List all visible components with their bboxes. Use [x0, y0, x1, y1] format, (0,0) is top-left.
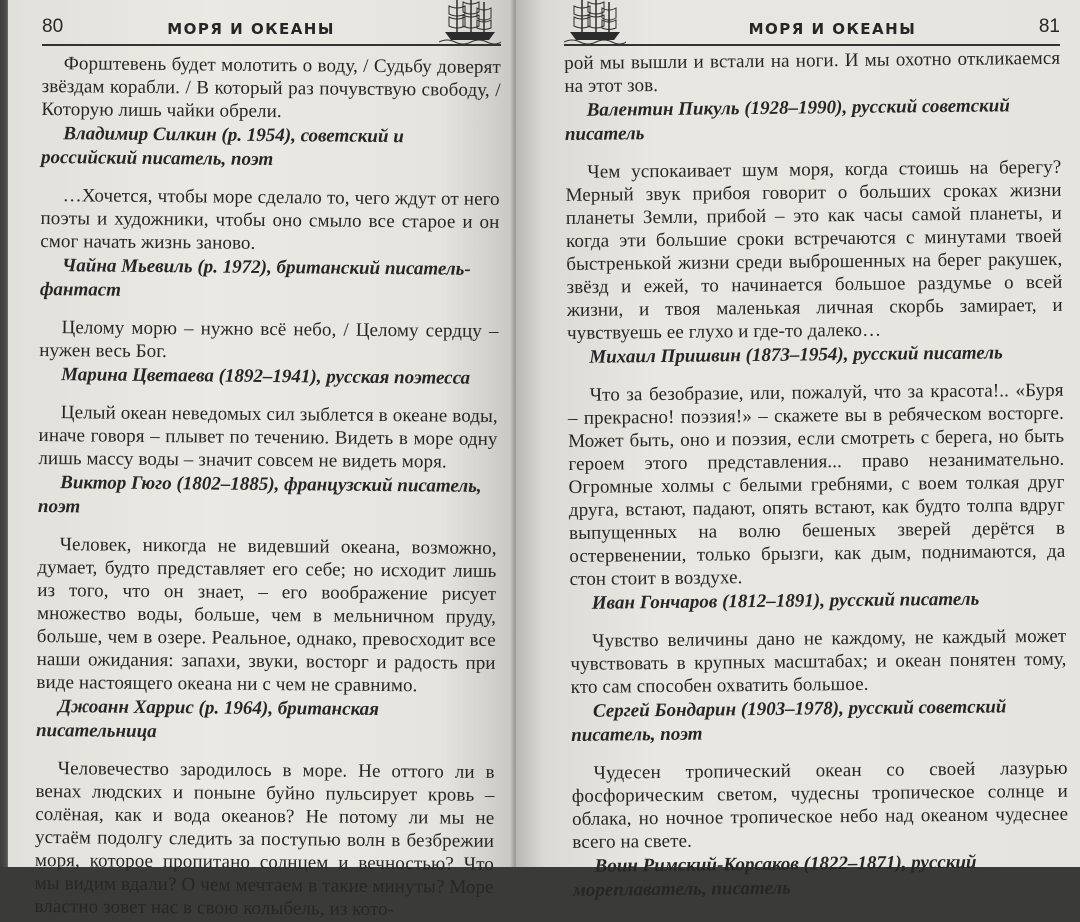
quote-author: Владимир Силкин (р. 1954), советский и российский писатель, поэт [40, 123, 404, 171]
quote-text: Целому морю – нужно всё небо, / Целому сердцу – нужен весь Бог. [39, 317, 499, 363]
running-title: МОРЯ И ОКЕАНЫ [748, 20, 917, 38]
quote-text: Что за безобразие, или, пожалуй, что за красота!.. «Буря – прекрасно! поэзия!» – скажете вы в ребяческом восторге. Может быть, оно и поэзия, если смотреть с берега, но быть героем этого представления... право незанимательно. Огромные холмы с белыми гребнями, с воем толкая друг друга, встают, падают, опять встают, как будто толпа вдруг выпущенных на волю бешеных зверей дерётся в остервенении, только брызги, как дым, поднимаются, да стон стоит в воздухе. [567, 379, 1066, 590]
quote-text: Чудесен тропический океан со своей лазурью фосфорическим светом, чудесны тропическое солнце и облака, но ночное тропическое небо над океаном чудеснее всего на свете. [571, 757, 1069, 853]
quote-author: Валентин Пикуль (1928–1990), русский советский писатель [564, 95, 1010, 145]
quote-text: рой мы вышли и встали на ноги. И мы охотно откликаемся на этот зов. [564, 47, 1061, 97]
left-page-header [42, 8, 501, 46]
page-number: 80 [42, 16, 64, 37]
quote-text: Чувство величины дано не каждому, не каждый может чувствовать в крупных масштабах; и океан понятен тому, кто сам способен охватить большое. [570, 625, 1067, 698]
right-page [516, 0, 1080, 901]
quote-text: Форштевень будет молотить о воду, / Судьбу доверят звёздам корабли. / В который раз почувствую свободу, / Которую лишь чайки обрели. [41, 53, 501, 123]
quote-author: Чайна Мьевиль (р. 1972), британский писатель-фантаст [39, 255, 471, 301]
right-page-header [564, 8, 1060, 46]
sailing-ship-icon [564, 0, 626, 44]
quote-author: Марина Цветаева (1892–1941), русская поэтесса [61, 364, 471, 389]
quote-text: Целый океан неведомых сил зыблется в океане воды, иначе говоря – плывет по течению. Видеть в море одну лишь массу воды – значит совсем не видеть моря. [38, 402, 498, 473]
sailing-ship-icon [439, 0, 501, 44]
quote-author: Михаил Пришвин (1873–1954), русский писатель [589, 342, 1003, 368]
right-page-content [564, 41, 1069, 903]
running-title: МОРЯ И ОКЕАНЫ [167, 20, 335, 38]
page-number: 81 [1038, 16, 1060, 37]
quote-author: Иван Гончаров (1812–1891), русский писатель [591, 588, 980, 614]
quote-author: Сергей Бондарин (1903–1978), русский советский писатель, поэт [571, 696, 1007, 746]
quote-author: Воин Римский-Корсаков (1822–1871), русский мореплаватель, писатель [572, 851, 977, 901]
quote-text: Чем успокаивает шум моря, когда стоишь на берегу? Мерный звук прибоя говорит о больших сроках жизни планеты Земли, прибой – это как часы самой планеты, и когда эти большие сроки встречаются с минутами твоей быстренькой жизни среди выброшенных на берег ракушек, звёзд и ежей, то начинается большое раздумье о всей жизни, и твоя маленькая личная скорбь замирает, и чувствуешь ее глухо и где-то далеко… [565, 156, 1063, 344]
quote-author: Виктор Гюго (1802–1885), французский писатель, поэт [37, 472, 482, 518]
quote-text: …Хочется, чтобы море сделало то, чего ждут от него поэты и художники, чтобы оно смыло все старое и он смог начать жизнь заново. [40, 185, 500, 254]
left-page [8, 0, 515, 921]
quote-author: Джоанн Харрис (р. 1964), британская писательница [35, 696, 380, 743]
left-page-content [34, 46, 501, 922]
quote-text: Человек, никогда не видевший океана, возможно, думает, будто представляет его себе; но исходит лишь из того, что он знает, – его воображение рисует множество воды, больше, чем в мельничном пруду, больше, чем в озере. Реальное, однако, превосходит все наши ожидания: запахи, звуки, восторг и радость при виде настоящего океана ни с чем не сравнимо. [36, 534, 497, 697]
quote-text: Человечество зародилось в море. Не оттого ли в венах людских и поныне буйно пульсирует кровь – солёная, как и вода океанов? Не потому ли мы не устаём подолгу следить за поступью волн в безбрежии моря, которое пропитано солнцем и вечностью? Что мы видим вдали? О чем мечтаем в такие минуты? Море властно зовет нас в свою колыбель, из кото- [34, 758, 495, 921]
